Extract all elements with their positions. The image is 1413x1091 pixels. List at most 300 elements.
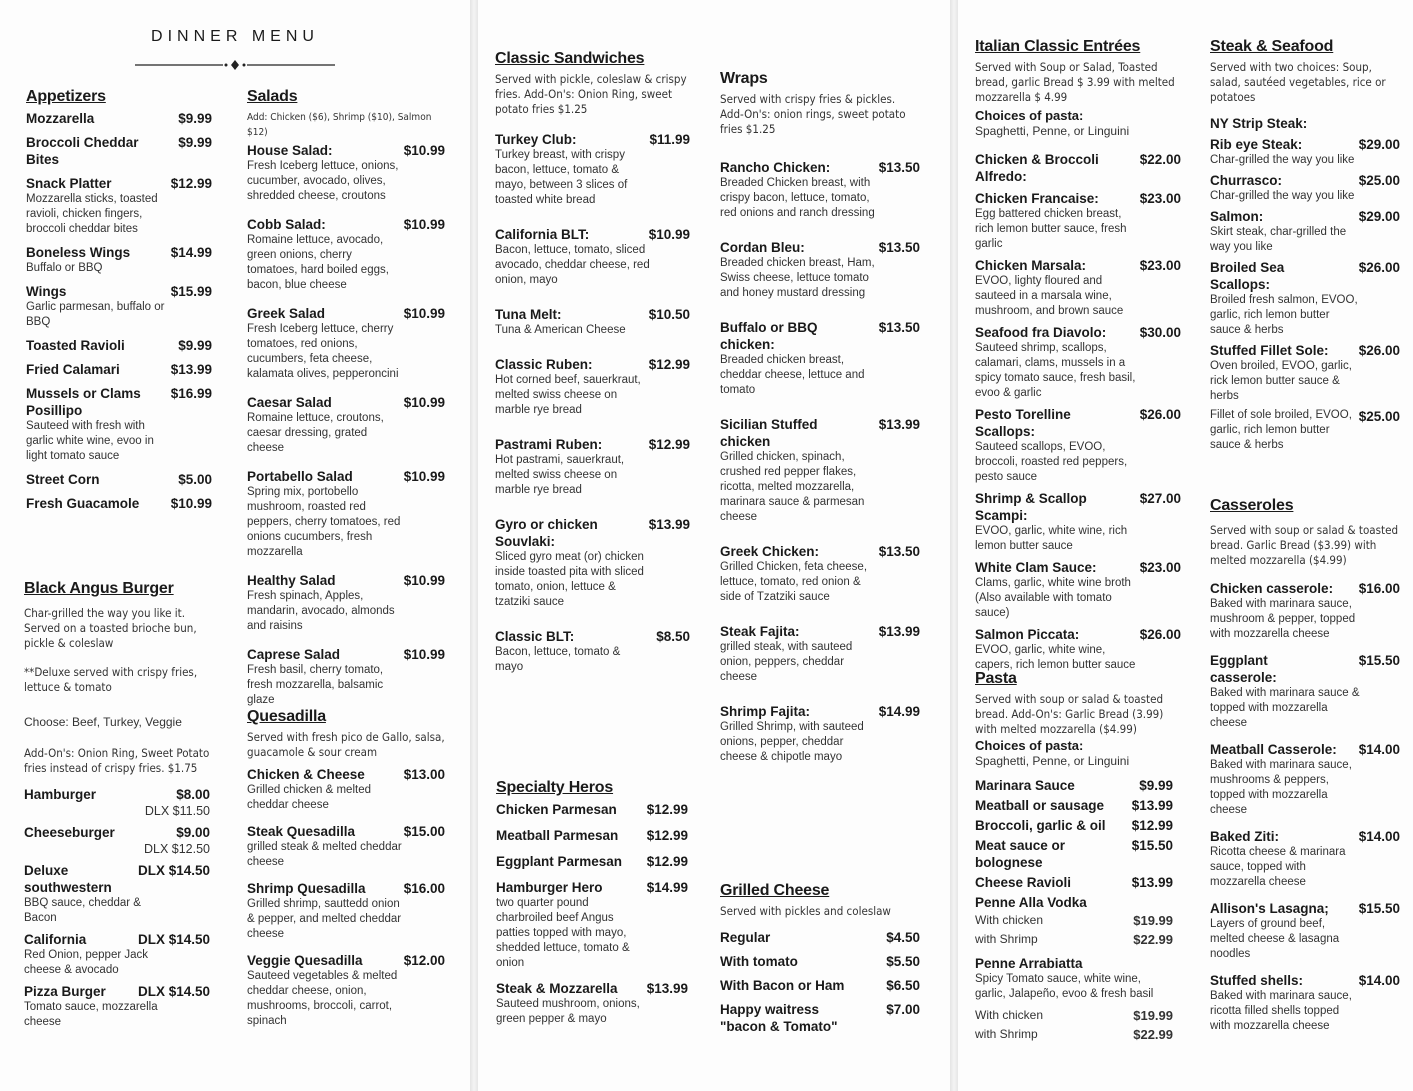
wraps-section — [720, 70, 920, 783]
item-description: Sauteed shrimp, scallops, calamari, clams, mussels in a spicy tomato sauce, fresh basil, evoo & garlic — [975, 342, 1136, 399]
item-name: Fried Calamari — [26, 362, 120, 377]
item-name: California — [24, 932, 87, 947]
item-name: Shrimp & Scallop Scampi: — [975, 491, 1087, 523]
item-description: two quarter pound charbroiled beef Angus patties topped with mayo, shedded lettuce, tomato & onion — [496, 897, 630, 969]
menu-item — [1210, 741, 1400, 818]
section-description: Served with pickles and coleslaw — [720, 904, 891, 918]
menu-item — [496, 827, 688, 844]
menu-item — [26, 175, 212, 237]
menu-item — [720, 703, 920, 765]
item-description: Bacon, lettuce, tomato, sliced avocado, cheddar cheese, red onion, mayo — [495, 244, 650, 286]
menu-item — [495, 436, 690, 498]
item-description: Romaine lettuce, croutons, caesar dressing, grated cheese — [247, 412, 384, 454]
item-description: Baked with marinara sauce, mushroom & pepper, topped with mozzarella cheese — [1210, 598, 1356, 640]
section-title: Classic Sandwiches — [495, 50, 645, 67]
menu-item — [975, 490, 1181, 554]
pasta-choice-options: Spaghetti, Penne, or Linguini — [975, 124, 1130, 138]
item-deluxe-price: DLX $12.50 — [143, 842, 210, 856]
item-name: Meatball Parmesan — [496, 828, 619, 843]
item-price: DLX $14.50 — [137, 984, 210, 999]
item-name: Churrasco: — [1210, 173, 1283, 188]
item-price: $12.99 — [648, 357, 690, 372]
section-title: Steak & Seafood — [1210, 38, 1334, 55]
item-description: Baked with marinara sauce, ricotta filled shells topped with mozzarella cheese — [1210, 990, 1352, 1032]
item-description: Sauteed mushroom, onions, green pepper & mayo — [496, 998, 640, 1025]
item-price: $10.99 — [403, 469, 445, 484]
item-description: Broiled fresh salmon, EVOO, garlic, rich lemon butter sauce & herbs — [1210, 294, 1358, 336]
menu-item — [1210, 972, 1400, 1034]
addons-note: Add-On's: Onion Ring, Sweet Potato fries instead of crispy fries. $1.75 — [24, 746, 210, 775]
item-price: $13.50 — [878, 320, 920, 335]
section-title: Pasta — [975, 670, 1017, 687]
item-name: Steak & Mozzarella — [496, 981, 618, 996]
item-name: Classic Ruben: — [495, 357, 593, 372]
menu-item — [247, 305, 445, 382]
menu-item — [247, 394, 445, 456]
item-price: $25.00 — [1358, 409, 1400, 424]
menu-item — [247, 216, 445, 293]
menu-item — [975, 626, 1181, 673]
menu-item — [24, 983, 210, 1030]
item-name: Eggplant casserole: — [1210, 653, 1277, 685]
item-description: Breaded Chicken breast, with crispy bacon, lettuce, tomato, red onions and ranch dressing — [720, 177, 875, 219]
burger-section — [24, 580, 210, 1035]
item-price: $9.99 — [178, 111, 212, 126]
section-title: Grilled Cheese — [720, 882, 830, 899]
menu-item — [496, 879, 688, 971]
menu-item — [24, 824, 210, 857]
appetizers-section — [26, 88, 212, 519]
section-title: Appetizers — [26, 88, 106, 105]
item-price: $14.99 — [878, 704, 920, 719]
menu-item — [495, 131, 690, 208]
menu-item — [720, 929, 920, 946]
pasta-choice-label: Choices of pasta: — [975, 738, 1084, 753]
item-name: With Bacon or Ham — [720, 978, 845, 993]
menu-item — [26, 337, 212, 354]
item-description: grilled steak & melted cheddar cheese — [247, 841, 402, 868]
item-name: Chicken casserole: — [1210, 581, 1334, 596]
item-name: California BLT: — [495, 227, 590, 242]
item-price: $10.99 — [170, 496, 212, 511]
menu-item — [975, 559, 1181, 621]
item-price: $10.99 — [403, 647, 445, 662]
item-price: $14.00 — [1358, 742, 1400, 757]
option-price: $22.99 — [1133, 1027, 1173, 1042]
menu-item — [496, 801, 688, 818]
section-title: Italian Classic Entrées — [975, 38, 1141, 55]
fold-line — [470, 0, 478, 1091]
item-description: Grilled Chicken, feta cheese, lettuce, tomato, red onion & side of Tzatziki sauce — [720, 561, 868, 603]
pasta-section — [975, 670, 1173, 1042]
item-description: Hot pastrami, sauerkraut, melted swiss cheese on marble rye bread — [495, 454, 625, 496]
item-name: Chicken Parmesan — [496, 802, 617, 817]
item-price: $26.00 — [1358, 343, 1400, 358]
item-description: Fresh basil, cherry tomato, fresh mozzarella, balsamic glaze — [247, 664, 384, 706]
steak-seafood-section — [1210, 38, 1400, 457]
item-price: $5.00 — [178, 472, 212, 487]
menu-item — [975, 257, 1181, 319]
choose-note: Choose: Beef, Turkey, Veggie — [24, 715, 182, 729]
menu-item — [975, 406, 1181, 485]
item-description: Breaded chicken breast, Ham, Swiss cheese, lettuce tomato and honey mustard dressing — [720, 257, 875, 299]
item-name: Broccoli, garlic & oil — [975, 818, 1106, 833]
item-name: Turkey Club: — [495, 132, 577, 147]
item-name: Hamburger — [24, 787, 97, 802]
section-description: Served with Soup or Salad, Toasted bread, garlic Bread $ 3.99 with melted mozzarella $ 4.99 — [975, 60, 1175, 104]
item-description: Egg battered chicken breast, rich lemon butter sauce, fresh garlic — [975, 208, 1127, 250]
item-name: Pastrami Ruben: — [495, 437, 603, 452]
menu-item — [720, 319, 920, 398]
item-price: $13.99 — [1131, 798, 1173, 813]
item-description: EVOO, lighty floured and sauteed in a marsala wine, mushroom, and brown sauce — [975, 275, 1124, 317]
item-name: Portabello Salad — [247, 469, 353, 484]
item-name: Shrimp Fajita: — [720, 704, 811, 719]
item-price: $16.99 — [170, 386, 212, 401]
salads-addons: Add: Chicken ($6), Shrimp ($10), Salmon $12) — [247, 112, 432, 138]
item-name: Fresh Guacamole — [26, 496, 140, 511]
pasta-choice-label: Choices of pasta: — [975, 108, 1084, 123]
item-name: Street Corn — [26, 472, 100, 487]
item-description: Mozzarella sticks, toasted ravioli, chicken fingers, broccoli cheddar bites — [26, 193, 158, 235]
ornament-divider — [135, 60, 335, 70]
item-name: Cordan Bleu: — [720, 240, 805, 255]
item-description: Clams, garlic, white wine broth (Also available with tomato sauce) — [975, 577, 1131, 619]
item-description: Skirt steak, char-grilled the way you like — [1210, 226, 1347, 253]
item-name: Pizza Burger — [24, 984, 106, 999]
item-name: Salmon Piccata: — [975, 627, 1080, 642]
menu-item — [26, 385, 212, 464]
menu-item — [975, 817, 1173, 834]
item-name: Marinara Sauce — [975, 778, 1075, 793]
option-price: $19.99 — [1133, 1008, 1173, 1023]
item-price: $22.00 — [1139, 152, 1181, 167]
item-deluxe-price: DLX $11.50 — [144, 804, 210, 818]
item-price: $10.50 — [648, 307, 690, 322]
item-name: With tomato — [720, 954, 798, 969]
menu-item — [247, 646, 445, 708]
option-price: $19.99 — [1133, 913, 1173, 928]
quesadilla-section — [247, 708, 445, 1039]
menu-item — [975, 837, 1173, 871]
item-name: Meatball or sausage — [975, 798, 1105, 813]
item-price: $15.99 — [170, 284, 212, 299]
item-name: Pesto Torelline Scallops: — [975, 407, 1071, 439]
item-description: Char-grilled the way you like — [1210, 190, 1355, 202]
item-price: $6.50 — [886, 978, 920, 993]
item-description: Romaine lettuce, avocado, green onions, cherry tomatoes, hard boiled eggs, bacon, blue cheese — [247, 234, 389, 291]
item-description: Spring mix, portobello mushroom, roasted red peppers, cherry tomatoes, red onions cucumbers, fresh mozzarella — [247, 486, 401, 558]
section-description: Served with soup or salad & toasted bread. Garlic Bread ($3.99) with melted mozzarella ($4.99) — [1210, 523, 1399, 567]
item-price: $12.99 — [648, 437, 690, 452]
item-description: Breaded chicken breast, cheddar cheese, lettuce and tomato — [720, 354, 865, 396]
item-description: Sliced gyro meat (or) chicken inside toasted pita with sliced tomato, onion, lettuce & tzatziki sauce — [495, 551, 644, 608]
menu-item — [26, 471, 212, 488]
item-price: $25.00 — [1358, 173, 1400, 188]
item-name: Gyro or chicken Souvlaki: — [495, 517, 598, 549]
menu-item — [975, 190, 1181, 252]
section-description: Served with soup or salad & toasted bread. Add-On's: Garlic Bread (3.99) with melted mozzarella ($4.99) — [975, 692, 1164, 736]
item-price: $12.99 — [646, 828, 688, 843]
menu-item — [26, 495, 212, 512]
item-name: Snack Platter — [26, 176, 112, 191]
menu-item — [1210, 652, 1400, 731]
menu-item — [1210, 900, 1400, 962]
item-description: Red Onion, pepper Jack cheese & avocado — [24, 949, 149, 976]
menu-item — [495, 226, 690, 288]
menu-item — [720, 623, 920, 685]
item-description: Char-grilled the way you like — [1210, 154, 1355, 166]
item-price: $12.99 — [646, 854, 688, 869]
item-price: $13.50 — [878, 240, 920, 255]
item-price: $23.00 — [1139, 560, 1181, 575]
menu-item — [975, 797, 1173, 814]
menu-item — [26, 283, 212, 330]
item-description: Buffalo or BBQ — [26, 262, 103, 274]
item-price: $12.99 — [646, 802, 688, 817]
option-label: With chicken — [975, 1008, 1044, 1022]
item-name: Rancho Chicken: — [720, 160, 831, 175]
item-price: $15.50 — [1358, 901, 1400, 916]
item-description: Bacon, lettuce, tomato & mayo — [495, 646, 621, 673]
menu-item — [247, 572, 445, 634]
item-name: Classic BLT: — [495, 629, 575, 644]
item-description: Baked with marinara sauce & topped with mozzarella cheese — [1210, 687, 1360, 729]
option-label: With chicken — [975, 913, 1044, 927]
item-price: $26.00 — [1139, 407, 1181, 422]
menu-item — [247, 468, 445, 560]
item-name: Deluxe southwestern — [24, 863, 112, 895]
menu-item — [975, 151, 1181, 185]
item-description: Fillet of sole broiled, EVOO, garlic, rich lemon butter sauce & herbs — [1210, 409, 1352, 451]
item-name: White Clam Sauce: — [975, 560, 1097, 575]
item-name: Eggplant Parmesan — [496, 854, 623, 869]
menu-title: DINNER MENU — [151, 28, 319, 45]
pasta-choice-options: Spaghetti, Penne, or Linguini — [975, 754, 1130, 768]
menu-item — [1210, 828, 1400, 890]
item-price: $23.00 — [1139, 191, 1181, 206]
item-name: Chicken Marsala: — [975, 258, 1087, 273]
option-row — [975, 1008, 1173, 1023]
item-price: $12.99 — [1131, 818, 1173, 833]
item-price: $14.00 — [1358, 829, 1400, 844]
menu-item — [1210, 580, 1400, 642]
item-name: Cobb Salad: — [247, 217, 326, 232]
item-name: Caprese Salad — [247, 647, 341, 662]
menu-item — [247, 142, 445, 204]
menu-item — [720, 159, 920, 221]
item-price: $23.00 — [1139, 258, 1181, 273]
item-price: $14.00 — [1358, 973, 1400, 988]
item-price: $9.99 — [1139, 778, 1173, 793]
item-description: Tomato sauce, mozzarella cheese — [24, 1001, 158, 1028]
item-description: Garlic parmesan, buffalo or BBQ — [26, 301, 165, 328]
menu-item — [1210, 136, 1400, 168]
item-price: $9.99 — [178, 135, 212, 150]
item-price: $13.99 — [648, 517, 690, 532]
item-name: Mussels or Clams Posillipo — [26, 386, 141, 418]
item-description: Turkey breast, with crispy bacon, lettuce, tomato & mayo, between 3 slices of toasted white bread — [495, 149, 628, 206]
item-price: $10.99 — [403, 217, 445, 232]
item-name: Rib eye Steak: — [1210, 137, 1303, 152]
item-name: Chicken Francaise: — [975, 191, 1099, 206]
italian-section — [975, 38, 1181, 678]
section-title: Specialty Heros — [496, 779, 614, 796]
sandwiches-section — [495, 50, 690, 693]
section-description: Served with pickle, coleslaw & crispy fries. Add-On's: Onion Ring, sweet potato fries $1.25 — [495, 72, 687, 116]
item-name: Broccoli Cheddar Bites — [26, 135, 139, 167]
item-price: $16.00 — [403, 881, 445, 896]
item-name: Sicilian Stuffed chicken — [720, 417, 818, 449]
section-title: Salads — [247, 88, 298, 105]
item-name: Penne Alla Vodka — [975, 895, 1087, 910]
menu-item — [1210, 342, 1400, 404]
item-price: $30.00 — [1139, 325, 1181, 340]
item-price: $11.99 — [649, 132, 690, 147]
item-description: Oven broiled, EVOO, garlic, rick lemon butter sauce & herbs — [1210, 360, 1352, 402]
menu-item — [1210, 208, 1400, 255]
item-name: Buffalo or BBQ chicken: — [720, 320, 818, 352]
item-description: EVOO, garlic, white wine, capers, rich lemon butter sauce — [975, 644, 1136, 671]
item-price: $13.99 — [646, 981, 688, 996]
deluxe-note: **Deluxe served with crispy fries, lettuce & tomato — [24, 665, 198, 694]
item-description: Hot corned beef, sauerkraut, melted swiss cheese on marble rye bread — [495, 374, 641, 416]
item-name: Boneless Wings — [26, 245, 131, 260]
item-name: Tuna Melt: — [495, 307, 562, 322]
section-title: Quesadilla — [247, 708, 326, 725]
item-name: Cheeseburger — [24, 825, 115, 840]
item-name: Cheese Ravioli — [975, 875, 1072, 890]
item-name: NY Strip Steak: — [1210, 116, 1308, 131]
item-price: $10.99 — [648, 227, 690, 242]
item-price: $29.00 — [1358, 137, 1400, 152]
option-price: $22.99 — [1133, 932, 1173, 947]
menu-item — [975, 894, 1173, 911]
section-description: Served with fresh pico de Gallo, salsa, guacamole & sour cream — [247, 730, 445, 759]
option-row — [975, 932, 1173, 947]
item-name: Greek Chicken: — [720, 544, 820, 559]
item-price: $13.99 — [878, 417, 920, 432]
option-label: with Shrimp — [975, 932, 1038, 946]
item-price: DLX $14.50 — [137, 932, 210, 947]
heros-section — [496, 779, 688, 1036]
item-name: Regular — [720, 930, 771, 945]
item-price: $26.00 — [1139, 627, 1181, 642]
menu-item — [495, 306, 690, 338]
menu-item — [720, 543, 920, 605]
item-price: $8.00 — [176, 787, 210, 802]
item-price: $14.99 — [646, 880, 688, 895]
item-price: $12.00 — [403, 953, 445, 968]
item-description: EVOO, garlic, white wine, rich lemon butter sauce — [975, 525, 1128, 552]
section-title: Casseroles — [1210, 497, 1294, 514]
item-price: $13.99 — [878, 624, 920, 639]
menu-item — [26, 361, 212, 378]
item-price: $14.99 — [170, 245, 212, 260]
item-name: Veggie Quesadilla — [247, 953, 363, 968]
item-price: DLX $14.50 — [137, 863, 210, 878]
menu-item — [247, 880, 445, 942]
menu-item — [495, 516, 690, 610]
item-description: Fresh Iceberg lettuce, cherry tomatoes, red onions, cucumbers, feta cheese, kalamata olives, pepperoncini — [247, 323, 399, 380]
item-description: Grilled Shrimp, with sauteed onions, pepper, cheddar cheese & chipotle mayo — [720, 721, 864, 763]
item-price: $5.50 — [886, 954, 920, 969]
item-name: Happy waitress "bacon & Tomato" — [720, 1002, 838, 1034]
item-name: Mozzarella — [26, 111, 95, 126]
menu-item — [496, 980, 688, 1027]
item-price: $13.00 — [403, 767, 445, 782]
item-price: $15.00 — [403, 824, 445, 839]
item-name: Wings — [26, 284, 67, 299]
salads-section — [247, 88, 445, 720]
section-title: Wraps — [720, 70, 768, 87]
item-name: Penne Arrabiatta — [975, 956, 1083, 971]
item-price: $29.00 — [1358, 209, 1400, 224]
menu-item — [26, 244, 212, 276]
item-description: Sauteed vegetables & melted cheddar cheese, onion, mushrooms, broccoli, carrot, spinach — [247, 970, 398, 1027]
item-name: Salmon: — [1210, 209, 1264, 224]
item-name: Allison's Lasagna; — [1210, 901, 1329, 916]
section-description: Char-grilled the way you like it. Served on a toasted brioche bun, pickle & coleslaw — [24, 606, 197, 650]
casseroles-section — [1210, 497, 1400, 1044]
item-name: Hamburger Hero — [496, 880, 603, 895]
item-name: Steak Quesadilla — [247, 824, 356, 839]
section-description: Served with two choices: Soup, salad, sautéed vegetables, rice or potatoes — [1210, 60, 1386, 104]
menu-item — [495, 356, 690, 418]
item-description: Grilled chicken, spinach, crushed red pepper flakes, ricotta, melted mozzarella, marinara sauce & parmesan cheese — [720, 451, 865, 523]
item-price: $27.00 — [1139, 491, 1181, 506]
item-price: $10.99 — [403, 143, 445, 158]
menu-item — [1210, 115, 1400, 132]
menu-item — [720, 239, 920, 301]
menu-item — [496, 853, 688, 870]
menu-item — [720, 416, 920, 525]
item-name: Baked Ziti: — [1210, 829, 1280, 844]
menu-item — [975, 777, 1173, 794]
item-price: $4.50 — [886, 930, 920, 945]
item-price: $8.50 — [656, 629, 690, 644]
item-name: Caesar Salad — [247, 395, 332, 410]
item-name: House Salad: — [247, 143, 333, 158]
menu-item — [24, 786, 210, 819]
item-name: Chicken & Cheese — [247, 767, 365, 782]
item-name: Stuffed Fillet Sole: — [1210, 343, 1329, 358]
item-name: Meatball Casserole: — [1210, 742, 1337, 757]
fold-line — [950, 0, 958, 1091]
menu-item — [24, 931, 210, 978]
menu-item — [1210, 172, 1400, 204]
item-name: Greek Salad — [247, 306, 326, 321]
item-description: grilled steak, with sauteed onion, peppers, cheddar cheese — [720, 641, 853, 683]
item-price: $13.50 — [878, 544, 920, 559]
item-price: $10.99 — [403, 573, 445, 588]
item-price: $13.99 — [1131, 875, 1173, 890]
menu-item — [720, 953, 920, 970]
item-name: Toasted Ravioli — [26, 338, 125, 353]
item-price: $12.99 — [170, 176, 212, 191]
item-name: Chicken & Broccoli Alfredo: — [975, 152, 1099, 184]
item-name: Steak Fajita: — [720, 624, 800, 639]
section-description: Served with crispy fries & pickles. Add-On's: onion rings, sweet potato fries $1.25 — [720, 92, 906, 136]
item-description: Spicy Tomato sauce, white wine, garlic, Jalapeño, evoo & fresh basil — [975, 973, 1154, 1000]
item-price: $26.00 — [1358, 260, 1400, 275]
item-description: Sauteed scallops, EVOO, broccoli, roasted red peppers, pesto sauce — [975, 441, 1128, 483]
item-description: Ricotta cheese & marinara sauce, topped with mozzarella cheese — [1210, 846, 1346, 888]
item-description: Grilled chicken & melted cheddar cheese — [247, 784, 371, 811]
item-description: Grilled shrimp, sauttedd onion & pepper, and melted cheddar cheese — [247, 898, 402, 940]
item-price: $13.99 — [170, 362, 212, 377]
item-name: Meat sauce or bolognese — [975, 838, 1066, 870]
